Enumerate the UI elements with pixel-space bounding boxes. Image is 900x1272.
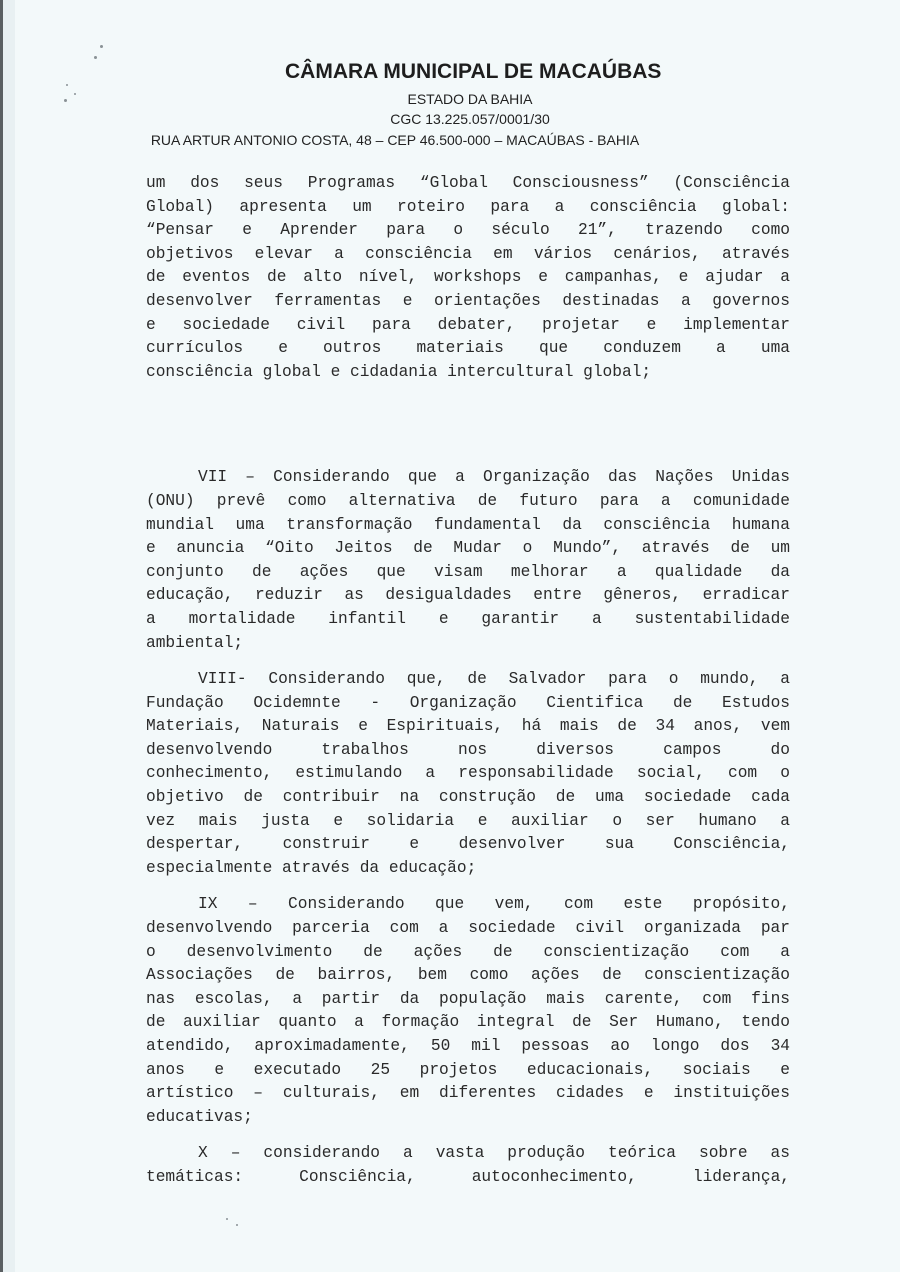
text-line: consciência global e cidadania intercultural global; (146, 362, 652, 381)
paragraph-continuation (146, 172, 790, 384)
text-line: nas escolas, a partir da população mais carente, com fins (146, 989, 790, 1008)
scan-margin (3, 0, 15, 1272)
text-line: currículos e outros materiais que conduzem a uma (146, 339, 790, 358)
text-line: Materiais, Naturais e Espirituais, há mais de 34 anos, vem (146, 717, 790, 736)
text-line: ambiental; (146, 633, 244, 652)
text-line: conhecimento, estimulando a responsabilidade social, com o (146, 764, 790, 783)
document-body (146, 172, 790, 1190)
scan-speck (100, 45, 103, 48)
paragraph-viii (146, 668, 790, 880)
letterhead-state: ESTADO DA BAHIA (407, 91, 533, 107)
letterhead-title: CÂMARA MUNICIPAL DE MACAÚBAS (285, 60, 662, 83)
letterhead-address: RUA ARTUR ANTONIO COSTA, 48 – CEP 46.500-000 – MACAÚBAS - BAHIA (150, 132, 640, 148)
text-line: artístico – culturais, em diferentes cidades e instituições (146, 1084, 790, 1103)
text-line: VII – Considerando que a Organização das Nações Unidas (198, 468, 790, 487)
text-line: conjunto de ações que visam melhorar a qualidade da (146, 562, 790, 581)
text-line: e anuncia “Oito Jeitos de Mudar o Mundo”, através de um (146, 539, 790, 558)
text-line: um dos seus Programas “Global Consciousness” (Consciência (146, 174, 790, 192)
text-line: Fundação Ocidemnte - Organização Cientifica de Estudos (146, 693, 790, 712)
text-line: temáticas: Consciência, autoconhecimento, liderança, (146, 1167, 790, 1186)
text-line: desenvolvendo parceria com a sociedade civil organizada par (146, 919, 790, 938)
scan-speck (226, 1218, 228, 1220)
text-line: educativas; (146, 1107, 253, 1126)
text-line: objetivos elevar a consciência em vários cenários, através (146, 244, 790, 263)
letterhead-cgc: CGC 13.225.057/0001/30 (390, 111, 550, 127)
text-line: educação, reduzir as desigualdades entre gêneros, erradicar (146, 586, 790, 605)
text-line: especialmente através da educação; (146, 858, 477, 877)
text-line: o desenvolvimento de ações de conscientização com a (146, 942, 790, 961)
scan-speck (66, 84, 68, 86)
text-line: desenvolvendo trabalhos nos diversos campos do (146, 740, 790, 759)
text-line: (ONU) prevê como alternativa de futuro para a comunidade (146, 491, 790, 510)
paragraph-vii (146, 466, 790, 655)
text-line: Global) apresenta um roteiro para a consciência global: (146, 197, 790, 216)
text-line: atendido, aproximadamente, 50 mil pessoas ao longo dos 34 (146, 1037, 790, 1055)
scan-speck (236, 1224, 238, 1226)
text-line: a mortalidade infantil e garantir a sustentabilidade (146, 609, 790, 628)
scan-speck (94, 56, 97, 59)
text-line: despertar, construir e desenvolver sua Consciência, (146, 835, 790, 854)
text-line: objetivo de contribuir na construção de uma sociedade cada (146, 788, 790, 807)
text-line: e sociedade civil para debater, projetar e implementar (146, 315, 790, 334)
text-line: VIII- Considerando que, de Salvador para o mundo, a (198, 670, 790, 689)
text-line: anos e executado 25 projetos educacionais, sociais e (146, 1060, 790, 1079)
scan-speck (74, 93, 76, 95)
text-line: desenvolver ferramentas e orientações destinadas a governos (146, 291, 790, 310)
text-line: vez mais justa e solidaria e auxiliar o ser humano a (146, 811, 790, 830)
text-line: Associações de bairros, bem como ações de conscientização (146, 966, 790, 985)
scan-speck (64, 99, 67, 102)
paragraph-ix (146, 893, 790, 1129)
text-line: de auxiliar quanto a formação integral de Ser Humano, tendo (146, 1013, 790, 1032)
text-line: de eventos de alto nível, workshops e campanhas, e ajudar a (146, 268, 790, 287)
text-line: X – considerando a vasta produção teórica sobre as (198, 1144, 790, 1163)
text-line: IX – Considerando que vem, com este propósito, (198, 895, 790, 914)
paragraph-x (146, 1142, 790, 1189)
text-line: mundial uma transformação fundamental da consciência humana (146, 515, 790, 534)
text-line: “Pensar e Aprender para o século 21”, trazendo como (146, 221, 790, 240)
